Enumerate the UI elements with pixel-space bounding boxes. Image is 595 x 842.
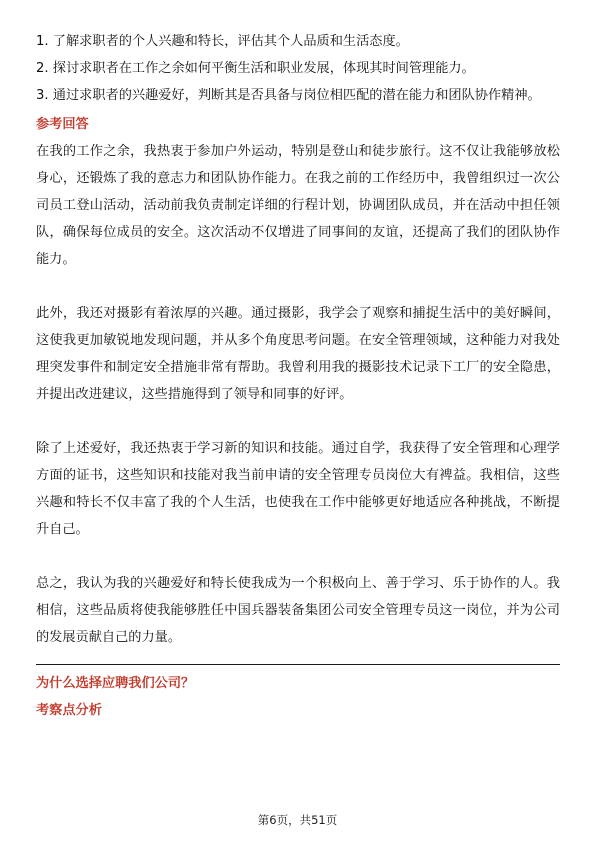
- answer-paragraph-1: 在我的工作之余，我热衷于参加户外运动，特别是登山和徒步旅行。这不仅让我能够放松身心，还锻炼了我的意志力和团队协作能力。在我之前的工作经历中，我曾组织过一次公司员工登山活动，活动前我负责制定详细的行程计划，协调团队成员，并在活动中担任领队，确保每位成员的安全。这次活动不仅增进了同事间的友谊，还提高了我们的团队协作能力。: [36, 144, 560, 267]
- section-divider: [36, 664, 560, 665]
- reference-answer-heading: 参考回答: [36, 117, 89, 132]
- analysis-heading: 考察点分析: [36, 703, 102, 718]
- answer-paragraph-4: 总之，我认为我的兴趣爱好和特长使我成为一个积极向上、善于学习、乐于协作的人。我相信，这些品质将使我能够胜任中国兵器装备集团公司安全管理专员这一岗位，并为公司的发展贡献自己的力量。: [36, 576, 560, 645]
- answer-paragraph-3: 除了上述爱好，我还热衷于学习新的知识和技能。通过自学，我获得了安全管理和心理学方面的证书，这些知识和技能对我当前申请的安全管理专员岗位大有裨益。我相信，这些兴趣和特长不仅丰富了我的个人生活，也使我在工作中能够更好地适应各种挑战，不断提升自己。: [36, 441, 560, 537]
- paragraph-gap: [36, 273, 560, 300]
- intent-item-3: 3. 通过求职者的兴趣爱好，判断其是否具备与岗位相匹配的潜在能力和团队协作精神。: [36, 88, 541, 103]
- answer-paragraph-2: 此外，我还对摄影有着浓厚的兴趣。通过摄影，我学会了观察和捕捉生活中的美好瞬间，这使我更加敏锐地发现问题，并从多个角度思考问题。在安全管理领域，这种能力对我处理突发事件和制定安全措施非常有帮助。我曾利用我的摄影技术记录下工厂的安全隐患，并提出改进建议，这些措施得到了领导和同事的好评。: [36, 306, 560, 402]
- page-content: [36, 28, 560, 724]
- next-question-heading: 为什么选择应聘我们公司？: [36, 676, 195, 691]
- intent-item-1: 1. 了解求职者的个人兴趣和特长，评估其个人品质和生活态度。: [36, 34, 409, 49]
- paragraph-gap: [36, 543, 560, 570]
- page-footer: 第6页，共51页: [257, 813, 338, 827]
- intent-item-2: 2. 探讨求职者在工作之余如何平衡生活和职业发展，体现其时间管理能力。: [36, 61, 475, 76]
- paragraph-gap: [36, 408, 560, 435]
